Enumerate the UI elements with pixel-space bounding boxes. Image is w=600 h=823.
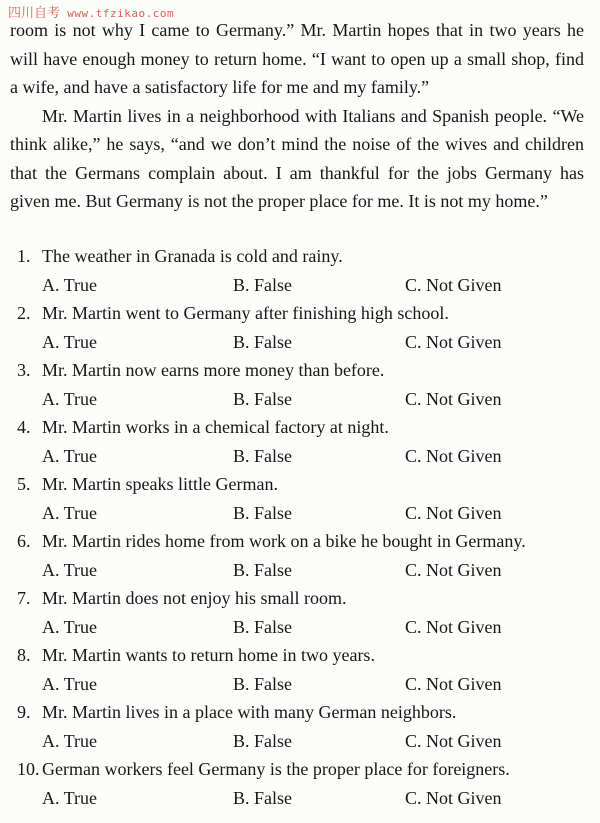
option-b-false: B. False	[233, 388, 293, 409]
question-options	[10, 271, 592, 300]
question-options	[10, 499, 592, 528]
question-item	[10, 299, 592, 356]
option-b-false: B. False	[233, 274, 293, 295]
option-a-true: A. True	[42, 331, 98, 352]
question-number: 1.	[17, 246, 31, 266]
option-a-true: A. True	[42, 730, 98, 751]
watermark-site-name: 四川自考	[8, 6, 61, 21]
question-statement: Mr. Martin speaks little German.	[42, 474, 278, 494]
question-number: 8.	[17, 645, 31, 665]
option-a-true: A. True	[42, 559, 98, 580]
question-number: 4.	[17, 417, 31, 437]
question-options	[10, 670, 592, 699]
question-options	[10, 556, 592, 585]
option-a-true: A. True	[42, 673, 98, 694]
passage-paragraph-1: room is not why I came to Germany.” Mr. Martin hopes that in two years he will have enough money to return home. “I want to open up a small shop, find a wife, and have a satisfactory life for me and my family.”	[10, 20, 584, 97]
question-item	[10, 698, 592, 755]
question-options	[10, 727, 592, 756]
watermark-site-url: www.tfzikao.com	[67, 7, 175, 20]
question-list	[10, 242, 592, 812]
question-statement: Mr. Martin now earns more money than before.	[42, 360, 385, 380]
question-item	[10, 413, 592, 470]
question-number: 2.	[17, 303, 31, 323]
question-number: 9.	[17, 702, 31, 722]
option-b-false: B. False	[233, 787, 293, 808]
option-a-true: A. True	[42, 274, 98, 295]
question-options	[10, 442, 592, 471]
question-item	[10, 641, 592, 698]
passage	[10, 16, 584, 216]
option-c-not-given: C. Not Given	[405, 730, 502, 751]
option-a-true: A. True	[42, 388, 98, 409]
option-c-not-given: C. Not Given	[405, 388, 502, 409]
question-number: 6.	[17, 531, 31, 551]
question-options	[10, 328, 592, 357]
question-item	[10, 527, 592, 584]
option-c-not-given: C. Not Given	[405, 559, 502, 580]
question-number: 5.	[17, 474, 31, 494]
option-b-false: B. False	[233, 445, 293, 466]
option-c-not-given: C. Not Given	[405, 331, 502, 352]
option-a-true: A. True	[42, 445, 98, 466]
question-statement: Mr. Martin lives in a place with many German neighbors.	[42, 702, 457, 722]
question-statement: Mr. Martin works in a chemical factory at night.	[42, 417, 389, 437]
question-item	[10, 242, 592, 299]
question-number: 7.	[17, 588, 31, 608]
question-statement: Mr. Martin rides home from work on a bike he bought in Germany.	[42, 531, 526, 551]
option-b-false: B. False	[233, 616, 293, 637]
option-c-not-given: C. Not Given	[405, 787, 502, 808]
option-c-not-given: C. Not Given	[405, 502, 502, 523]
option-a-true: A. True	[42, 616, 98, 637]
passage-paragraph-2: Mr. Martin lives in a neighborhood with Italians and Spanish people. “We think alike,” he says, “and we don’t mind the noise of the wives and children that the Germans complain about. I am thankful for the jobs Germany has given me. But Germany is not the proper place for me. It is not my home.”	[10, 105, 584, 211]
question-item	[10, 470, 592, 527]
question-statement: Mr. Martin wants to return home in two years.	[42, 645, 375, 665]
option-c-not-given: C. Not Given	[405, 274, 502, 295]
option-b-false: B. False	[233, 502, 293, 523]
question-item	[10, 356, 592, 413]
option-b-false: B. False	[233, 559, 293, 580]
question-item	[10, 584, 592, 641]
question-statement: Mr. Martin went to Germany after finishing high school.	[42, 303, 449, 323]
option-b-false: B. False	[233, 730, 293, 751]
question-statement: The weather in Granada is cold and rainy.	[42, 246, 343, 266]
option-b-false: B. False	[233, 673, 293, 694]
question-options	[10, 613, 592, 642]
question-number: 10.	[17, 759, 40, 779]
option-a-true: A. True	[42, 787, 98, 808]
question-statement: German workers feel Germany is the proper place for foreigners.	[42, 759, 510, 779]
option-c-not-given: C. Not Given	[405, 673, 502, 694]
question-options	[10, 784, 592, 813]
option-a-true: A. True	[42, 502, 98, 523]
question-options	[10, 385, 592, 414]
question-statement: Mr. Martin does not enjoy his small room.	[42, 588, 347, 608]
option-c-not-given: C. Not Given	[405, 445, 502, 466]
question-item	[10, 755, 592, 812]
option-c-not-given: C. Not Given	[405, 616, 502, 637]
question-number: 3.	[17, 360, 31, 380]
option-b-false: B. False	[233, 331, 293, 352]
